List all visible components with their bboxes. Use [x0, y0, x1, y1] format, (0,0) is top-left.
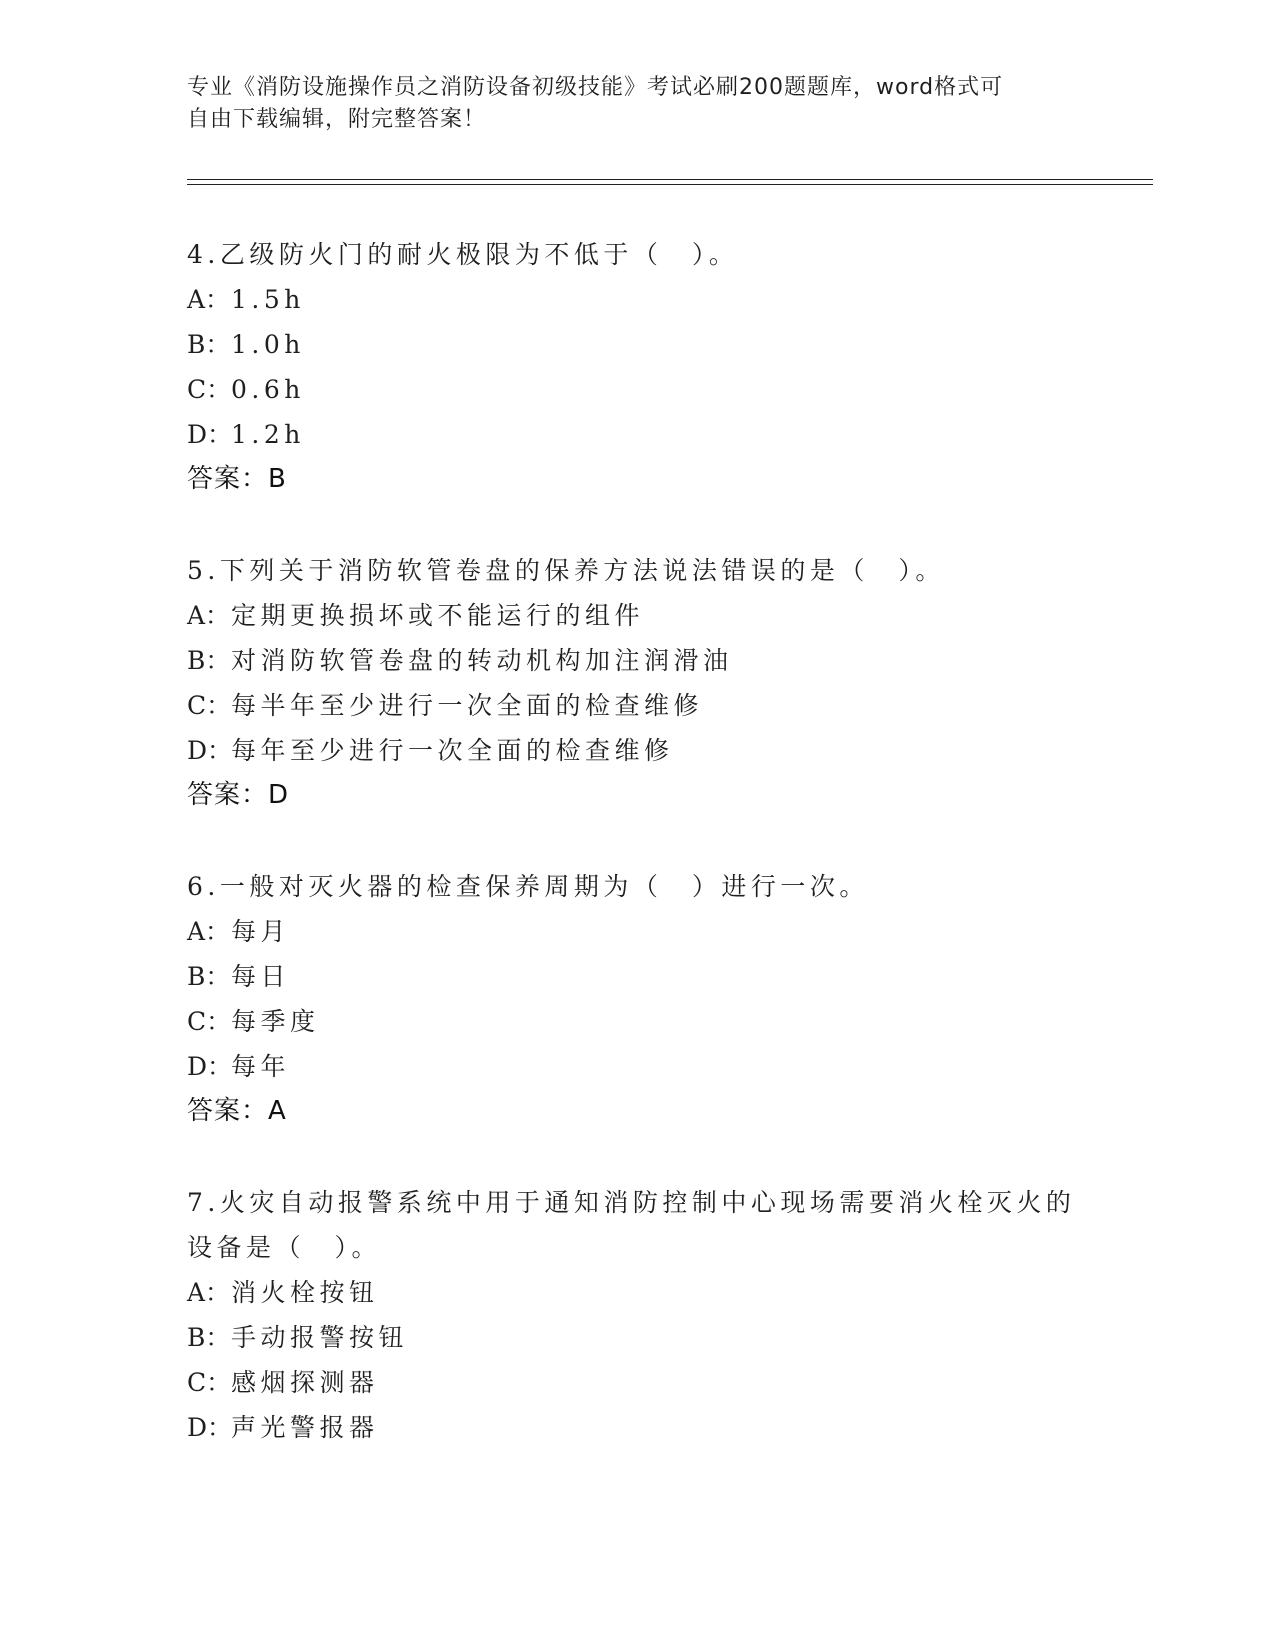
option-text: 对消防软管卷盘的转动机构加注润滑油: [231, 646, 733, 675]
question-5: [187, 548, 1087, 818]
option-text: 每月: [231, 917, 291, 946]
question-6: [187, 864, 1087, 1134]
document-header: [187, 72, 1067, 136]
header-divider-top: [187, 179, 1153, 180]
option-letter: D：: [187, 1413, 233, 1442]
option-d: [187, 1405, 1087, 1450]
option-text: 感烟探测器: [231, 1368, 379, 1397]
option-letter: B：: [187, 1323, 231, 1352]
option-letter: C：: [187, 1007, 232, 1036]
option-text: 1.5h: [231, 285, 305, 314]
option-letter: D：: [187, 736, 233, 765]
question-7: [187, 1180, 1087, 1450]
option-letter: A：: [187, 285, 231, 314]
header-divider-bottom: [187, 184, 1153, 185]
question-stem: 4.乙级防火门的耐火极限为不低于（ ）。: [187, 240, 739, 269]
option-c: [187, 367, 1087, 412]
option-c: [187, 999, 1087, 1044]
option-text: 每季度: [231, 1007, 320, 1036]
option-b: [187, 954, 1087, 999]
option-b: [187, 1315, 1087, 1360]
option-text: 定期更换损坏或不能运行的组件: [231, 601, 645, 630]
option-letter: A：: [187, 601, 231, 630]
option-d: [187, 728, 1087, 773]
question-stem-line-1: 7.火灾自动报警系统中用于通知消防控制中心现场需要消火栓灭火的: [187, 1188, 1076, 1217]
option-a: [187, 909, 1087, 954]
option-letter: A：: [187, 1278, 231, 1307]
option-a: [187, 593, 1087, 638]
option-text: 1.0h: [231, 330, 305, 359]
option-text: 每半年至少进行一次全面的检查维修: [231, 691, 704, 720]
option-text: 每年至少进行一次全面的检查维修: [231, 736, 674, 765]
question-list: [187, 232, 1087, 1496]
option-letter: D：: [187, 420, 233, 449]
option-letter: A：: [187, 917, 231, 946]
header-line-2: 自由下载编辑，附完整答案！: [187, 107, 487, 132]
header-line-1: 专业《消防设施操作员之消防设备初级技能》考试必刷200题题库，word格式可: [187, 75, 1004, 100]
answer-line: 答案：B: [187, 464, 287, 494]
option-text: 0.6h: [231, 375, 305, 404]
option-letter: B：: [187, 646, 231, 675]
option-c: [187, 683, 1087, 728]
option-d: [187, 412, 1087, 457]
option-letter: D：: [187, 1052, 233, 1081]
option-text: 声光警报器: [231, 1413, 379, 1442]
question-4: [187, 232, 1087, 502]
option-letter: B：: [187, 962, 231, 991]
option-text: 1.2h: [231, 420, 305, 449]
option-text: 每年: [231, 1052, 291, 1081]
option-a: [187, 1270, 1087, 1315]
option-b: [187, 638, 1087, 683]
option-letter: B：: [187, 330, 231, 359]
option-d: [187, 1044, 1087, 1089]
option-c: [187, 1360, 1087, 1405]
option-text: 消火栓按钮: [231, 1278, 379, 1307]
answer-line: 答案：D: [187, 780, 290, 810]
option-b: [187, 322, 1087, 367]
answer-line: 答案：A: [187, 1096, 287, 1126]
option-letter: C：: [187, 691, 232, 720]
option-a: [187, 277, 1087, 322]
question-stem: 5.下列关于消防软管卷盘的保养方法说法错误的是（ ）。: [187, 556, 945, 585]
option-text: 每日: [231, 962, 291, 991]
question-stem-line-2: 设备是（ ）。: [187, 1233, 382, 1262]
question-stem: 6.一般对灭火器的检查保养周期为（ ）进行一次。: [187, 872, 869, 901]
option-letter: C：: [187, 375, 232, 404]
option-letter: C：: [187, 1368, 232, 1397]
option-text: 手动报警按钮: [231, 1323, 409, 1352]
